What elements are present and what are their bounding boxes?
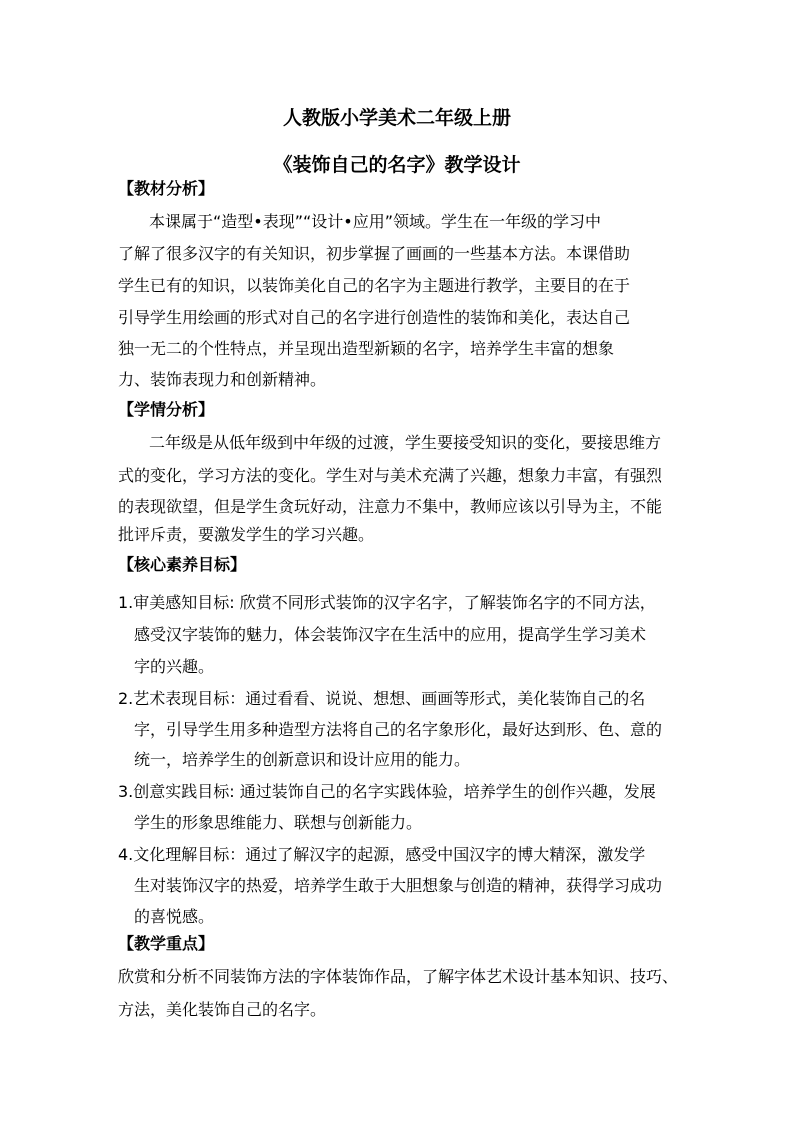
goal-line: 生对装饰汉字的热爱，培养学生敢于大胆想象与创造的精神，获得学习成功 [134,876,663,895]
paragraph-line: 欣赏和分析不同装饰方法的字体装饰作品，了解字体艺术设计基本知识、技巧、 [118,967,679,986]
paragraph-line: 方法，美化装饰自己的名字。 [118,1000,327,1019]
goal-line: 统一，培养学生的创新意识和设计应用的能力。 [134,750,471,769]
goal-line: 4.文化理解目标：通过了解汉字的起源，感受中国汉字的博大精深，激发学 [118,845,646,864]
paragraph-line: 引导学生用绘画的形式对自己的名字进行创造性的装饰和美化，表达自己 [118,308,631,327]
section-heading-goals: 【核心素养目标】 [118,555,247,574]
paragraph-line: 学生已有的知识，以装饰美化自己的名字为主题进行教学，主要目的在于 [118,276,631,295]
paragraph-line: 独一无二的个性特点，并呈现出造型新颖的名字，培养学生丰富的想象 [118,339,615,358]
goal-line: 学生的形象思维能力、联想与创新能力。 [134,813,423,832]
goal-line: 1.审美感知目标: 欣赏不同形式装饰的汉字名字，了解装饰名字的不同方法， [118,593,656,612]
paragraph-line: 二年级是从低年级到中年级的过渡，学生要接受知识的变化，要接思维方 [149,433,662,452]
goal-line: 2.艺术表现目标：通过看看、说说、想想、画画等形式，美化装饰自己的名 [118,689,646,708]
section-heading-students: 【学情分析】 [118,400,215,419]
paragraph-line: 式的变化，学习方法的变化。学生对与美术充满了兴趣，想象力丰富，有强烈 [118,466,663,485]
document-title: 人教版小学美术二年级上册 [282,107,511,129]
paragraph-line: 批评斥责，要激发学生的学习兴趣。 [118,525,375,544]
goal-line: 的喜悦感。 [134,907,215,926]
goal-line: 字，引导学生用多种造型方法将自己的名字象形化，最好达到形、色、意的 [134,720,663,739]
paragraph-line: 了解了很多汉字的有关知识，初步掌握了画画的一些基本方法。本课借助 [118,244,631,263]
paragraph-line: 本课属于“造型•表现”“设计•应用”领域。学生在一年级的学习中 [149,212,602,231]
goal-line: 3.创意实践目标: 通过装饰自己的名字实践体验，培养学生的创作兴趣，发展 [118,782,656,801]
section-heading-material: 【教材分析】 [118,179,215,198]
paragraph-line: 力、装饰表现力和创新精神。 [118,370,327,389]
goal-line: 感受汉字装饰的魅力，体会装饰汉字在生活中的应用，提高学生学习美术 [134,625,647,644]
document-subtitle: 《装饰自己的名字》教学设计 [273,154,521,176]
goal-line: 字的兴趣。 [134,657,215,676]
paragraph-line: 的表现欲望，但是学生贪玩好动，注意力不集中，教师应该以引导为主，不能 [118,497,663,516]
section-heading-keypoints: 【教学重点】 [118,934,215,953]
